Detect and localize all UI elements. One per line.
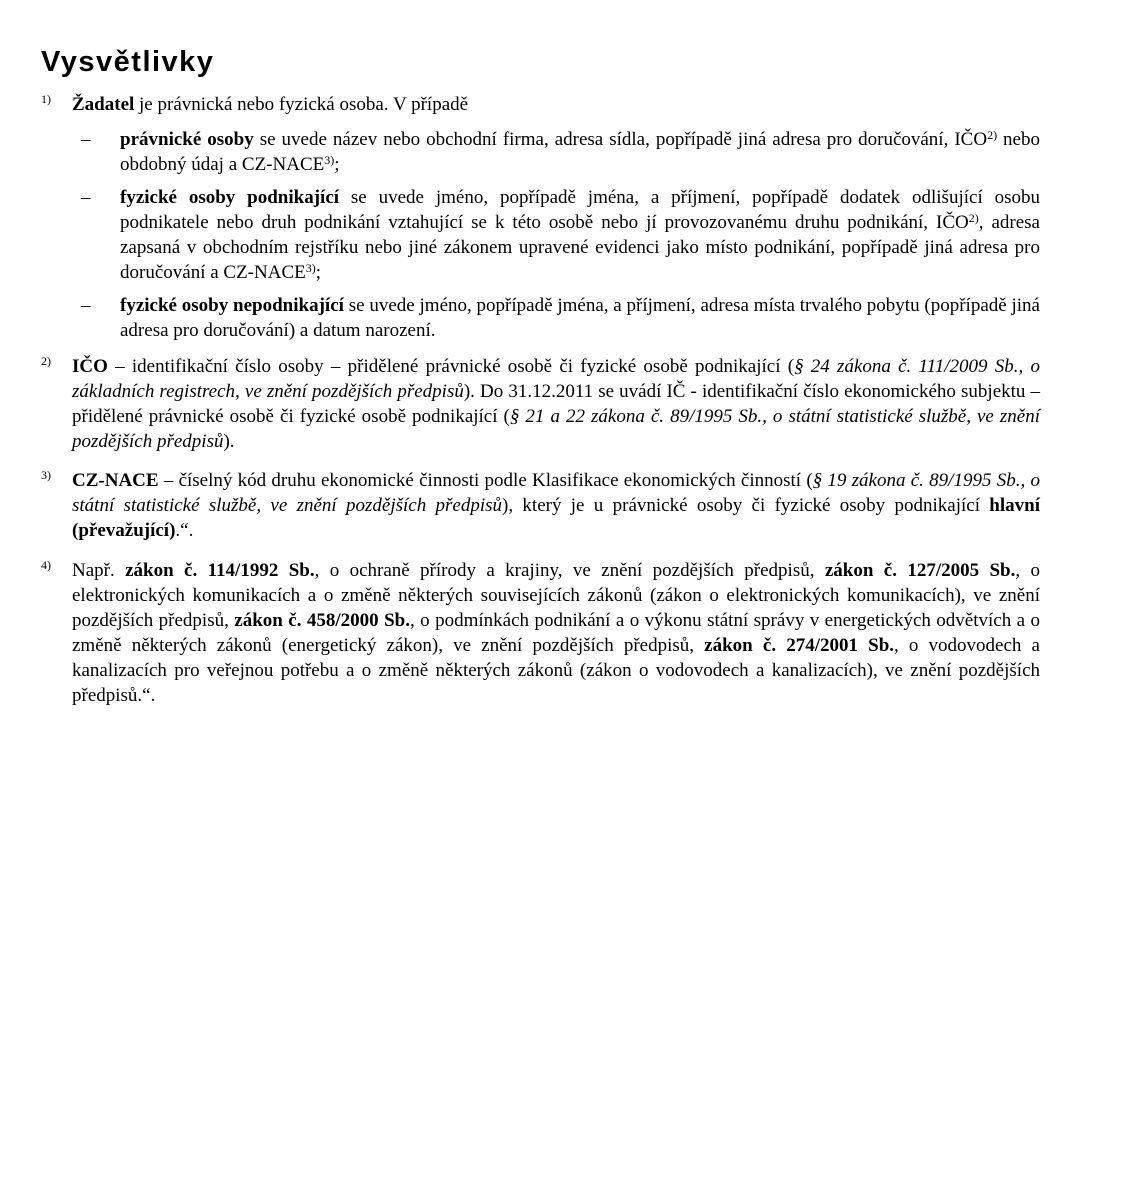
footnote-intro — [72, 92, 1040, 117]
text-segment: se uvede jméno, popřípadě jména, a příjmení, popřípadě dodatek odlišující osobu podnikatele nebo druh podnikání vztahující se k této osobě nebo jí provozovanému druhu podnikání, IČO — [120, 187, 1040, 233]
footnote-body — [72, 558, 1040, 708]
dash-bullet: – — [81, 129, 91, 150]
legal-reference: § 19 zákona č. 89/1995 Sb., o státní statistické službě, ve znění pozdějších předpisů — [72, 470, 1040, 516]
text-segment: ). — [223, 431, 235, 452]
legal-reference: § 24 zákona č. 111/2009 Sb., o základních registrech, ve znění pozdějších předpisů — [72, 356, 1041, 402]
page-title: Vysvětlivky — [41, 46, 215, 78]
text-segment: .“. — [175, 520, 194, 541]
list-item-text — [120, 185, 1040, 285]
footnote-ref: 3) — [324, 153, 335, 167]
footnote-mark: 3) — [41, 468, 51, 482]
law-citation: zákon č. 274/2001 Sb. — [704, 635, 895, 656]
term-zadatel: Žadatel — [72, 94, 135, 115]
list-item-text — [120, 293, 1040, 343]
term: hlavní (převažující) — [72, 495, 1040, 541]
footnote-text — [72, 558, 1040, 708]
footnote-ref: 2) — [968, 211, 979, 225]
text-segment: se uvede název nebo obchodní firma, adresa sídla, popřípadě jiná adresa pro doručování, IČO — [253, 129, 988, 150]
text-segment: ; — [334, 154, 340, 175]
dash-bullet: – — [81, 187, 91, 208]
footnote-mark: 4) — [41, 558, 51, 572]
law-citation: zákon č. 114/1992 Sb. — [125, 560, 315, 581]
text-segment: se uvede jméno, popřípadě jména, a příjmení, adresa místa trvalého pobytu (popřípadě jiná adresa pro doručování) a datum narození. — [120, 295, 1040, 341]
text-segment: , o elektronických komunikacích a o změně některých souvisejících zákonů (zákon o elektronických komunikacích), ve znění pozdějších předpisů, — [72, 560, 1041, 631]
footnote-body — [72, 468, 1040, 543]
text-segment: – číselný kód druhu ekonomické činnosti podle Klasifikace ekonomických činností ( — [158, 470, 813, 491]
term: CZ-NACE — [72, 470, 159, 491]
text-segment: , o vodovodech a kanalizacích pro veřejnou potřebu a o změně některých zákonů (zákon o vodovodech a kanalizacích), ve znění pozdějších předpisů.“. — [72, 635, 1040, 706]
text-segment: nebo obdobný údaj a CZ-NACE — [120, 129, 1040, 175]
footnote-mark: 2) — [41, 354, 51, 368]
footnote-body — [72, 354, 1040, 454]
text-segment: , o ochraně přírody a krajiny, ve znění pozdějších předpisů, — [314, 560, 825, 581]
text-segment: – identifikační číslo osoby – přidělené právnické osobě či fyzické osobě podnikající ( — [107, 356, 795, 377]
list-item — [72, 293, 1040, 343]
legal-reference: § 21 a 22 zákona č. 89/1995 Sb., o státní statistické službě, ve znění pozdějších předpisů — [72, 406, 1040, 452]
term: fyzické osoby nepodnikající — [120, 295, 344, 316]
text-segment: Např. — [72, 560, 126, 581]
footnote-ref: 2) — [987, 128, 998, 142]
law-citation: zákon č. 458/2000 Sb. — [234, 610, 410, 631]
term: IČO — [72, 356, 108, 377]
intro-text: je právnická nebo fyzická osoba. V případě — [134, 94, 469, 115]
footnote-text — [72, 468, 1040, 543]
footnote-ref: 3) — [305, 261, 316, 275]
footnote-body — [72, 92, 1040, 343]
text-segment: ), který je u právnické osoby či fyzické osoby podnikající — [502, 495, 990, 516]
footnote-text — [72, 354, 1040, 454]
list-item — [72, 185, 1040, 285]
list-item-text — [120, 127, 1040, 177]
text-segment: , adresa zapsaná v obchodním rejstříku nebo jiné zákonem upravené evidenci jako místo podnikání, popřípadě jiná adresa pro doručování a CZ-NACE — [120, 212, 1040, 283]
law-citation: zákon č. 127/2005 Sb. — [824, 560, 1016, 581]
text-segment: , o podmínkách podnikání a o výkonu státní správy v energetických odvětvích a o změně některých zákonů (energetický zákon), ve znění pozdějších předpisů, — [72, 610, 1041, 656]
footnote-mark: 1) — [41, 92, 51, 106]
text-segment: ). Do 31.12.2011 se uvádí IČ - identifikační číslo ekonomického subjektu – přidělené právnické osobě či fyzické osobě podnikající ( — [72, 381, 1040, 427]
list-item — [72, 127, 1040, 177]
dash-bullet: – — [81, 295, 91, 316]
term: fyzické osoby podnikající — [120, 187, 340, 208]
term: právnické osoby — [120, 129, 254, 150]
text-segment: ; — [315, 262, 322, 283]
